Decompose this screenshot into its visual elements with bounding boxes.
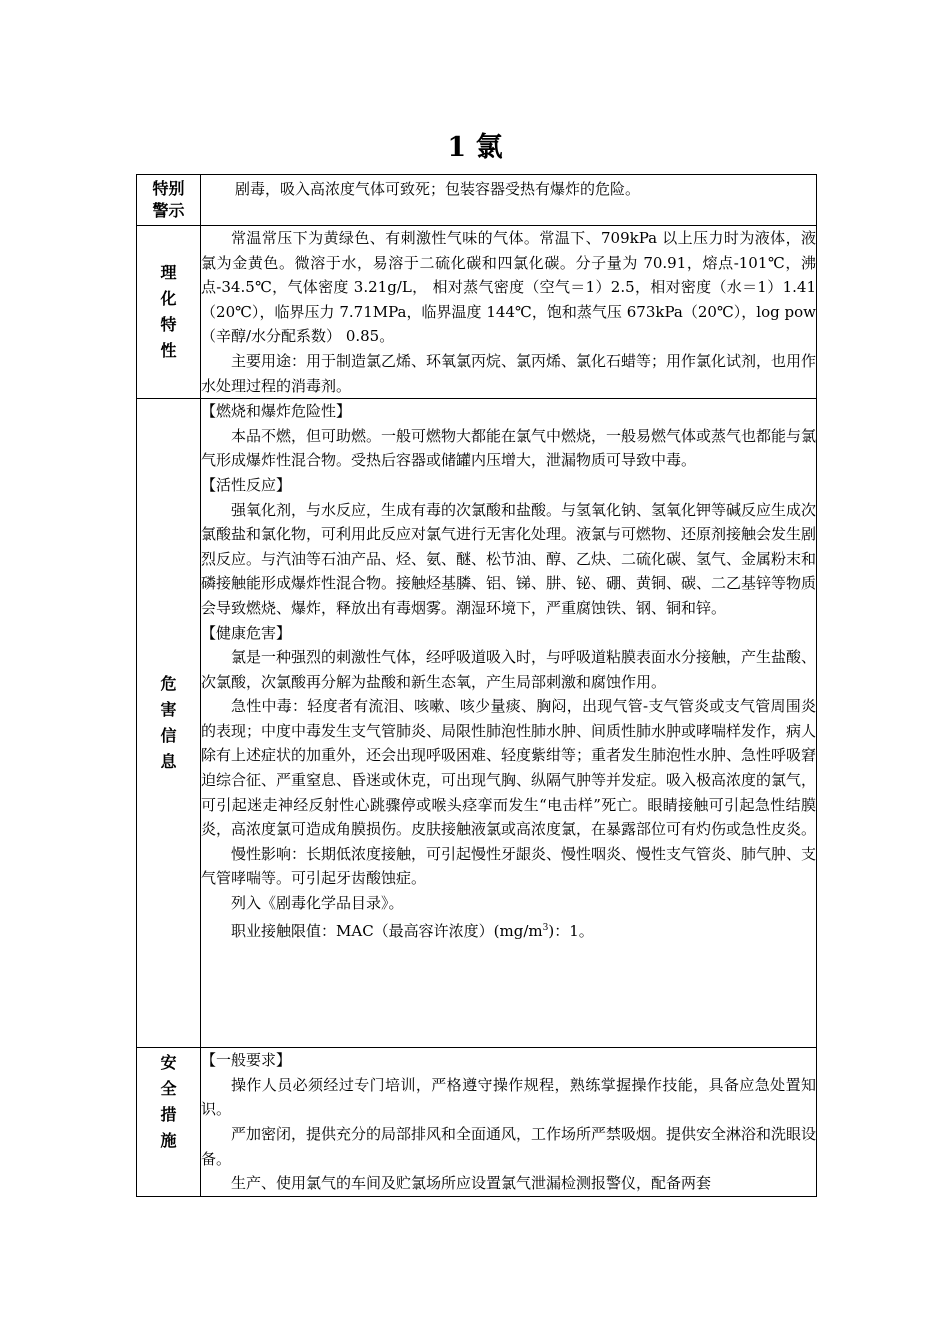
properties-label-char: 理 <box>160 263 177 283</box>
reactivity-paragraph: 强氧化剂，与水反应，生成有毒的次氯酸和盐酸。与氢氧化钠、氢氧化钾等碱反应生成次氯酸盐和氯化物，可利用此反应对氯气进行无害化处理。液氯与可燃物、还原剂接触会发生剧烈反应。与汽油等石油产品、烃、氨、醚、松节油、醇、乙炔、二硫化碳、氢气、金属粉末和磷接触能形成爆炸性混合物。接触烃基膦、铝、锑、肼、铋、硼、黄铜、碳、二乙基锌等物质会导致燃烧、爆炸，释放出有毒烟雾。潮湿环境下，严重腐蚀铁、钢、铜和锌。 <box>201 500 817 617</box>
fire-paragraph: 本品不燃，但可助燃。一般可燃物大都能在氯气中燃烧，一般易燃气体或蒸气也都能与氯气形成爆炸性混合物。受热后容器或储罐内压增大，泄漏物质可导致中毒。 <box>201 426 817 470</box>
fire-heading: 【燃烧和爆炸危险性】 <box>201 402 352 421</box>
warning-label-cell <box>137 175 201 226</box>
hazards-label-char: 信 <box>160 726 177 746</box>
general-requirements-heading: 【一般要求】 <box>201 1051 292 1070</box>
training-paragraph: 操作人员必须经过专门培训，严格遵守操作规程，熟练掌握操作技能，具备应急处置知识。 <box>201 1075 816 1119</box>
safety-label-char: 全 <box>160 1079 177 1099</box>
hazards-label-char: 息 <box>160 752 177 772</box>
chronic-effects-paragraph: 慢性影响：长期低浓度接触，可引起慢性牙龈炎、慢性咽炎、慢性支气管炎、肺气肿、支气管哮喘等。可引起牙齿酸蚀症。 <box>201 844 817 888</box>
uses-paragraph: 主要用途：用于制造氯乙烯、环氧氯丙烷、氯丙烯、氯化石蜡等；用作氯化试剂，也用作水处理过程的消毒剂。 <box>201 351 817 395</box>
properties-label-cell <box>137 226 201 399</box>
health-heading: 【健康危害】 <box>201 623 292 642</box>
reactivity-heading: 【活性反应】 <box>201 475 292 494</box>
detection-paragraph: 生产、使用氯气的车间及贮氯场所应设置氯气泄漏检测报警仪，配备两套 <box>231 1174 712 1193</box>
properties-row <box>137 226 817 399</box>
safety-row <box>137 1048 817 1197</box>
hazards-label <box>137 671 200 775</box>
properties-label-char: 化 <box>160 289 177 309</box>
hazards-label-char: 害 <box>160 700 177 720</box>
acute-poisoning-paragraph: 急性中毒：轻度者有流泪、咳嗽、咳少量痰、胸闷，出现气管-支气管炎或支气管周围炎的表现；中度中毒发生支气管肺炎、局限性肺泡性肺水肿、间质性肺水肿或哮喘样发作，病人除有上述症状的加重外，还会出现呼吸困难、轻度紫绀等；重者发生肺泡性水肿、急性呼吸窘迫综合征、严重窒息、昏迷或休克，可出现气胸、纵隔气肿等并发症。吸入极高浓度的氯气，可引起迷走神经反射性心跳骤停或喉头痉挛而发生“电击样”死亡。眼睛接触可引起急性结膜炎，高浓度氯可造成角膜损伤。皮肤接触液氯或高浓度氯，在暴露部位可有灼伤或急性皮炎。 <box>201 697 817 839</box>
exposure-limit-text: 职业接触限值：MAC（最高容许浓度）(mg/m <box>231 921 543 940</box>
health-intro-paragraph: 氯是一种强烈的刺激性气体，经呼吸道吸入时，与呼吸道粘膜表面水分接触，产生盐酸、次氯酸，次氯酸再分解为盐酸和新生态氧，产生局部刺激和腐蚀作用。 <box>201 648 817 691</box>
safety-label-char: 安 <box>160 1053 177 1073</box>
safety-label <box>137 1048 200 1154</box>
exposure-limit-superscript: 3 <box>542 922 549 933</box>
list-note: 列入《剧毒化学品目录》。 <box>231 894 404 913</box>
warning-text: 剧毒，吸入高浓度气体可致死；包装容器受热有爆炸的危险。 <box>235 180 641 198</box>
hazards-label-cell <box>137 399 201 1048</box>
warning-label: 特别警示 <box>152 179 185 220</box>
properties-label-char: 性 <box>160 341 177 361</box>
safety-label-char: 措 <box>160 1105 177 1125</box>
chemical-safety-table <box>136 174 817 1197</box>
hazards-label-char: 危 <box>160 674 177 694</box>
exposure-limit-tail: )：1。 <box>548 921 594 940</box>
properties-label <box>137 260 200 364</box>
safety-label-char: 施 <box>160 1131 177 1151</box>
properties-paragraph: 常温常压下为黄绿色、有刺激性气味的气体。常温下、709kPa 以上压力时为液体，液氯为金黄色。微溶于水，易溶于二硫化碳和四氯化碳。分子量为 70.91，熔点-101℃，沸点-34.5℃，气体密度 3.21g/L， 相对蒸气密度（空气＝1）2.5，相对密度（水＝1）1.41（20℃），临界压力 7.71MPa，临界温度 144℃，饱和蒸气压 673kPa（20℃），log pow（辛醇/水分配系数） 0.85。 <box>201 229 816 346</box>
properties-content <box>201 226 817 399</box>
safety-content <box>201 1048 817 1197</box>
warning-content <box>201 175 817 226</box>
hazards-row <box>137 399 817 1048</box>
exposure-limit <box>201 916 816 944</box>
page-title: 1 氯 <box>447 132 503 163</box>
warning-row <box>137 175 817 226</box>
safety-label-cell <box>137 1048 201 1197</box>
hazards-content <box>201 399 817 1048</box>
properties-label-char: 特 <box>160 315 177 335</box>
ventilation-paragraph: 严加密闭，提供充分的局部排风和全面通风，工作场所严禁吸烟。提供安全淋浴和洗眼设备。 <box>201 1124 817 1168</box>
